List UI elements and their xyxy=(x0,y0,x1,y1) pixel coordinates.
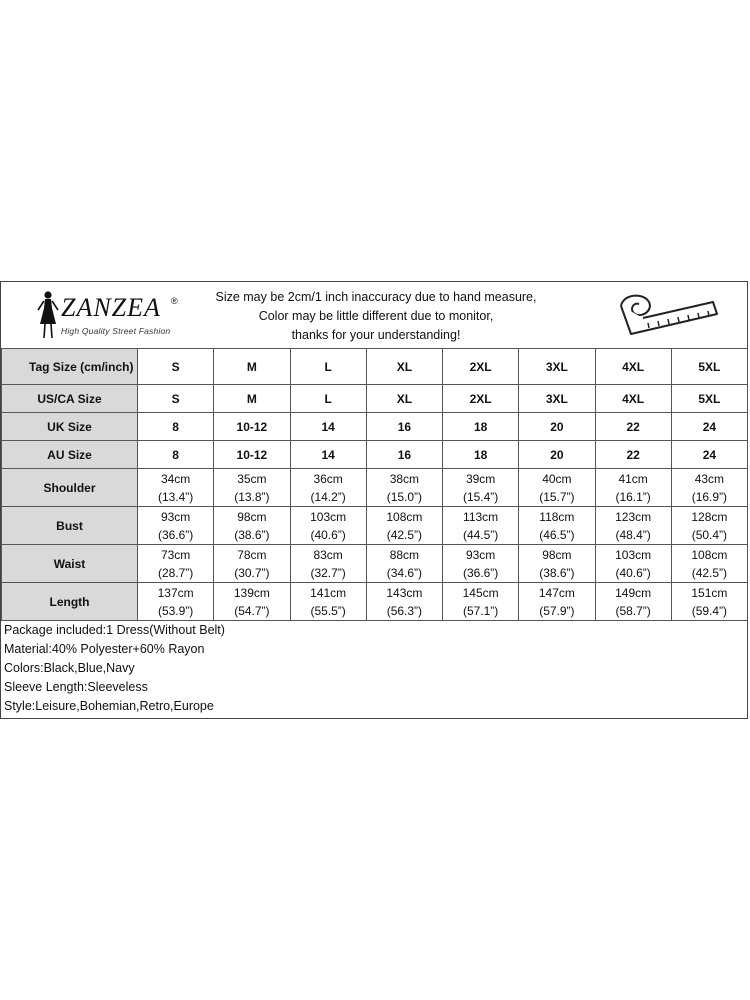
size-cell: L xyxy=(290,349,366,385)
size-cell: 20 xyxy=(519,413,595,441)
measure-cell: 145cm (57.1”) xyxy=(443,583,519,621)
detail-colors: Colors:Black,Blue,Navy xyxy=(4,661,135,675)
size-cell: 8 xyxy=(138,413,214,441)
size-cell: 20 xyxy=(519,441,595,469)
measure-cell: 139cm (54.7”) xyxy=(214,583,290,621)
size-cell: 16 xyxy=(366,413,442,441)
measure-cell: 108cm (42.5”) xyxy=(671,545,747,583)
brand-logo xyxy=(31,290,191,342)
measure-cell: 35cm (13.8”) xyxy=(214,469,290,507)
measure-cell: 73cm (28.7”) xyxy=(138,545,214,583)
measurement-notice xyxy=(196,288,556,345)
chart-header xyxy=(1,282,747,349)
size-cell: XL xyxy=(366,385,442,413)
size-cell: 18 xyxy=(443,413,519,441)
brand-name: ZANZEA xyxy=(61,293,161,322)
us-ca-size-row xyxy=(2,385,748,413)
measure-cell: 38cm (15.0”) xyxy=(366,469,442,507)
size-cell: 2XL xyxy=(443,349,519,385)
size-cell: 5XL xyxy=(671,349,747,385)
row-label: Waist xyxy=(2,545,138,583)
measure-cell: 143cm (56.3”) xyxy=(366,583,442,621)
size-cell: 8 xyxy=(138,441,214,469)
size-cell: 5XL xyxy=(671,385,747,413)
measure-cell: 93cm (36.6”) xyxy=(138,507,214,545)
size-cell: 22 xyxy=(595,413,671,441)
size-cell: 18 xyxy=(443,441,519,469)
notice-line-3: thanks for your understanding! xyxy=(291,328,461,342)
measure-cell: 141cm (55.5”) xyxy=(290,583,366,621)
detail-package: Package included:1 Dress(Without Belt) xyxy=(4,623,225,637)
size-cell: M xyxy=(214,349,290,385)
measure-cell: 40cm (15.7”) xyxy=(519,469,595,507)
shoulder-row xyxy=(2,469,748,507)
measure-cell: 78cm (30.7”) xyxy=(214,545,290,583)
measure-cell: 36cm (14.2”) xyxy=(290,469,366,507)
measure-cell: 103cm (40.6”) xyxy=(290,507,366,545)
size-cell: S xyxy=(138,385,214,413)
size-cell: 10-12 xyxy=(214,441,290,469)
size-cell: 22 xyxy=(595,441,671,469)
row-label: Tag Size (cm/inch) xyxy=(2,349,138,385)
measure-cell: 88cm (34.6”) xyxy=(366,545,442,583)
size-chart xyxy=(0,281,748,719)
measure-cell: 103cm (40.6”) xyxy=(595,545,671,583)
row-label: UK Size xyxy=(2,413,138,441)
size-cell: 4XL xyxy=(595,349,671,385)
measure-cell: 93cm (36.6”) xyxy=(443,545,519,583)
size-cell: L xyxy=(290,385,366,413)
waist-row xyxy=(2,545,748,583)
size-cell: 4XL xyxy=(595,385,671,413)
size-cell: 14 xyxy=(290,413,366,441)
size-cell: 14 xyxy=(290,441,366,469)
measure-cell: 41cm (16.1”) xyxy=(595,469,671,507)
notice-line-2: Color may be little different due to monitor, xyxy=(258,309,494,323)
measure-cell: 128cm (50.4”) xyxy=(671,507,747,545)
size-cell: 16 xyxy=(366,441,442,469)
measure-cell: 83cm (32.7”) xyxy=(290,545,366,583)
measure-cell: 98cm (38.6”) xyxy=(519,545,595,583)
brand-tagline: High Quality Street Fashion xyxy=(61,326,171,336)
measure-cell: 118cm (46.5”) xyxy=(519,507,595,545)
size-cell: 24 xyxy=(671,441,747,469)
detail-sleeve: Sleeve Length:Sleeveless xyxy=(4,680,148,694)
measure-cell: 98cm (38.6”) xyxy=(214,507,290,545)
au-size-row xyxy=(2,441,748,469)
size-cell: 24 xyxy=(671,413,747,441)
measure-cell: 108cm (42.5”) xyxy=(366,507,442,545)
detail-style: Style:Leisure,Bohemian,Retro,Europe xyxy=(4,699,214,713)
woman-silhouette-icon xyxy=(35,290,61,340)
notice-line-1: Size may be 2cm/1 inch inaccuracy due to hand measure, xyxy=(215,290,537,304)
measure-cell: 43cm (16.9”) xyxy=(671,469,747,507)
row-label: AU Size xyxy=(2,441,138,469)
row-label: Length xyxy=(2,583,138,621)
measure-cell: 149cm (58.7”) xyxy=(595,583,671,621)
size-cell: 2XL xyxy=(443,385,519,413)
measure-cell: 151cm (59.4”) xyxy=(671,583,747,621)
measure-cell: 137cm (53.9”) xyxy=(138,583,214,621)
length-row xyxy=(2,583,748,621)
measure-cell: 147cm (57.9”) xyxy=(519,583,595,621)
measure-cell: 123cm (48.4”) xyxy=(595,507,671,545)
size-cell: 3XL xyxy=(519,349,595,385)
detail-material: Material:40% Polyester+60% Rayon xyxy=(4,642,205,656)
measure-cell: 34cm (13.4”) xyxy=(138,469,214,507)
size-cell: 10-12 xyxy=(214,413,290,441)
product-details xyxy=(1,621,225,716)
measuring-tape-icon xyxy=(613,288,723,344)
row-label: Bust xyxy=(2,507,138,545)
size-cell: 3XL xyxy=(519,385,595,413)
size-table xyxy=(1,348,748,621)
row-label: US/CA Size xyxy=(2,385,138,413)
size-cell: M xyxy=(214,385,290,413)
size-cell: S xyxy=(138,349,214,385)
measure-cell: 39cm (15.4”) xyxy=(443,469,519,507)
size-cell: XL xyxy=(366,349,442,385)
bust-row xyxy=(2,507,748,545)
tag-size-row xyxy=(2,349,748,385)
registered-mark: ® xyxy=(171,296,178,306)
row-label: Shoulder xyxy=(2,469,138,507)
uk-size-row xyxy=(2,413,748,441)
measure-cell: 113cm (44.5”) xyxy=(443,507,519,545)
